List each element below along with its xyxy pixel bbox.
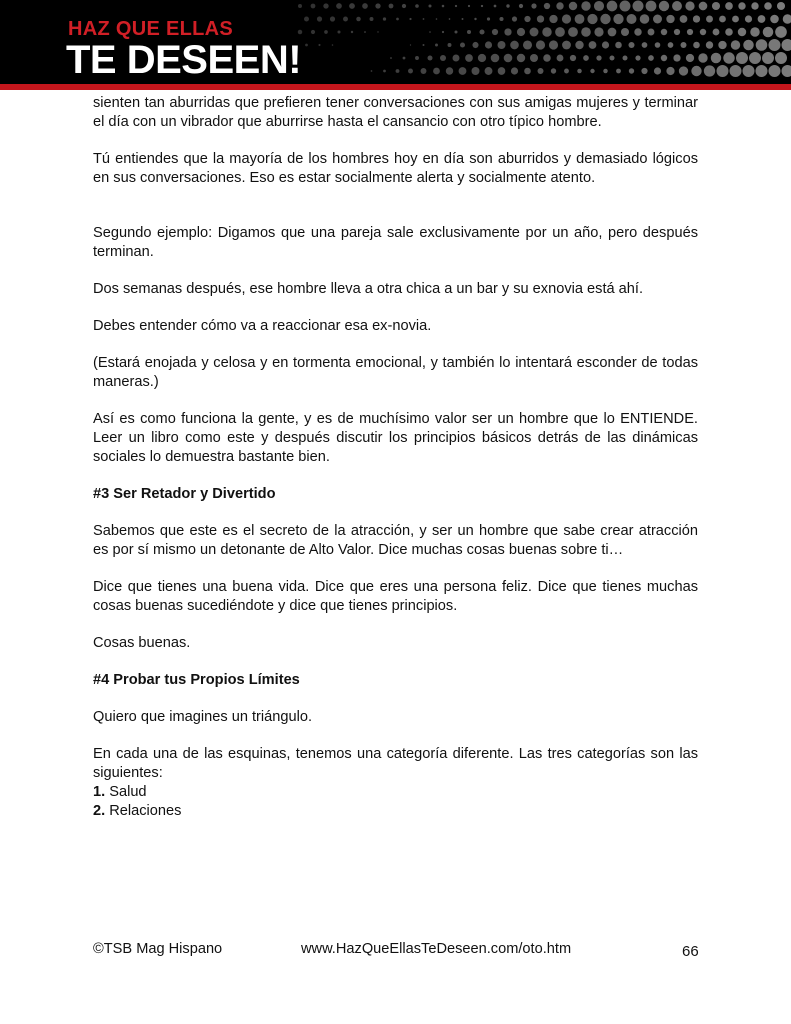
header-dot — [594, 1, 604, 11]
header-dot — [589, 41, 597, 49]
header-dot — [594, 27, 603, 36]
header-dot — [668, 42, 674, 48]
header-dot — [738, 28, 746, 36]
header-dot — [468, 5, 470, 7]
header-dot — [602, 41, 609, 48]
header-dot — [621, 28, 629, 36]
header-dot — [743, 40, 754, 51]
header-dot — [504, 28, 511, 35]
header-dot — [371, 70, 373, 72]
logo-title-line1: HAZ QUE ELLAS — [68, 18, 234, 40]
header-dot — [587, 14, 597, 24]
header-dot — [370, 17, 374, 21]
header-dot — [433, 68, 440, 75]
header-dot — [628, 42, 634, 48]
header-dot — [769, 39, 781, 51]
header-dot — [383, 70, 386, 73]
header-dot — [543, 54, 551, 62]
page-header — [0, 0, 791, 84]
header-dot — [549, 15, 557, 23]
header-dot — [530, 28, 539, 37]
header-dot — [693, 15, 700, 22]
header-dot — [704, 65, 715, 76]
header-dot — [783, 14, 791, 24]
header-dot — [745, 15, 752, 22]
paragraph: Segundo ejemplo: Digamos que una pareja sale exclusivamente por un año, pero después terminan. — [93, 225, 698, 260]
header-dot — [498, 41, 506, 49]
header-dot — [318, 44, 320, 46]
header-dot — [523, 40, 532, 49]
paragraph: Dice que tienes una buena vida. Dice que eres una persona feliz. Dice que tienes muchas cosas buenas sucediéndote y dice que tienes principios. — [93, 579, 698, 614]
header-dot — [777, 2, 785, 10]
header-dot — [654, 67, 661, 74]
header-dot — [415, 4, 419, 8]
header-dot — [364, 31, 366, 33]
header-dot — [607, 1, 618, 12]
header-dot — [551, 68, 556, 73]
header-dot — [494, 5, 497, 8]
header-dot — [642, 42, 648, 48]
header-dot — [641, 68, 647, 74]
paragraph: Debes entender cómo va a reaccionar esa ex-novia. — [93, 318, 432, 334]
header-dot — [531, 3, 536, 8]
header-dot — [661, 55, 667, 61]
header-dot — [506, 4, 509, 7]
header-dot — [428, 4, 431, 7]
header-dot — [349, 3, 355, 9]
header-dot — [442, 5, 445, 8]
header-dot — [449, 18, 451, 20]
paragraph: (Estará enojada y celosa y en tormenta emocional, y también lo intentará esconder de todas maneras.) — [93, 355, 698, 390]
header-dot — [577, 69, 582, 74]
header-dot — [679, 66, 688, 75]
paragraph: Tú entiendes que la mayoría de los hombres hoy en día son aburridos y demasiado lógicos en sus conversaciones. Eso es estar socialmente alerta y socialmente atento. — [93, 151, 698, 186]
header-dot — [485, 67, 493, 75]
header-dot — [402, 4, 406, 8]
header-dot — [769, 65, 781, 77]
header-red-rule — [0, 84, 791, 90]
header-dot — [581, 1, 590, 10]
paragraph: Quiero que imagines un triángulo. — [93, 709, 313, 725]
header-dot — [596, 55, 601, 60]
header-dot — [725, 28, 733, 36]
header-dot — [512, 16, 517, 21]
header-dot — [756, 65, 768, 77]
header-dot — [530, 54, 538, 62]
header-dot — [429, 31, 431, 33]
header-dot — [706, 16, 713, 23]
header-dot — [712, 2, 720, 10]
header-dot — [635, 55, 640, 60]
header-dot — [485, 41, 492, 48]
footer-url-link[interactable]: www.HazQueEllasTeDeseen.com/oto.htm — [301, 941, 572, 957]
header-dot — [383, 17, 386, 20]
header-dot — [615, 42, 622, 49]
header-dot — [640, 14, 650, 24]
header-dot — [706, 41, 713, 48]
header-dot — [305, 44, 308, 47]
header-dot — [471, 67, 479, 75]
page-footer — [0, 941, 791, 961]
header-dot — [440, 55, 446, 61]
header-dot — [680, 15, 688, 23]
header-dot — [356, 17, 361, 22]
paragraph: En cada una de las esquinas, tenemos una categoría diferente. Las tres categorías son las siguientes: — [93, 746, 698, 781]
header-dot — [609, 55, 614, 60]
header-dot — [731, 40, 740, 49]
header-dot — [492, 29, 498, 35]
list-text: Salud — [105, 784, 147, 800]
header-dot — [575, 41, 583, 49]
header-dot — [723, 52, 734, 63]
header-dot — [608, 28, 617, 37]
header-dot — [427, 55, 432, 60]
header-dot — [666, 15, 674, 23]
header-dot — [555, 27, 565, 37]
header-dot — [415, 56, 419, 60]
section-heading: #4 Probar tus Propios Límites — [93, 672, 300, 688]
header-dot — [634, 28, 641, 35]
header-dot — [648, 55, 654, 61]
header-dot — [421, 68, 427, 74]
header-dot — [569, 2, 577, 10]
header-dot — [311, 4, 316, 9]
section-heading: #3 Ser Retador y Divertido — [93, 486, 276, 502]
header-dot — [396, 69, 400, 73]
header-dot — [298, 30, 303, 35]
header-dot — [557, 55, 564, 62]
header-dot — [564, 69, 569, 74]
header-dot — [498, 67, 506, 75]
header-dot — [719, 16, 726, 23]
header-dot — [556, 2, 563, 9]
header-dot — [511, 67, 518, 74]
paragraph: Cosas buenas. — [93, 635, 191, 651]
header-dot — [711, 53, 721, 63]
header-dot — [661, 29, 667, 35]
header-dot — [775, 26, 787, 38]
list-text: Relaciones — [105, 803, 182, 819]
header-dot — [455, 5, 457, 7]
header-dot — [616, 69, 621, 74]
header-dot — [751, 2, 758, 9]
header-dot — [732, 16, 739, 23]
header-dot — [770, 15, 779, 24]
header-dot — [758, 15, 766, 23]
header-dot — [623, 56, 628, 61]
header-dot — [673, 54, 680, 61]
header-dot — [323, 3, 328, 8]
header-dot — [362, 3, 368, 9]
header-dot — [467, 30, 471, 34]
header-dot — [666, 67, 674, 75]
header-dot — [375, 3, 380, 8]
header-dot — [351, 31, 353, 33]
header-dot — [478, 54, 486, 62]
list-item — [93, 783, 698, 802]
header-dot — [568, 27, 578, 37]
header-dot — [680, 42, 686, 48]
header-dot — [337, 30, 340, 33]
header-dot — [409, 18, 411, 20]
header-dot — [389, 4, 394, 9]
header-dot — [730, 65, 742, 77]
header-dot — [442, 31, 444, 33]
header-dot — [537, 15, 544, 22]
header-dot — [782, 39, 791, 51]
header-dot — [763, 27, 774, 38]
header-dot — [629, 68, 634, 73]
header-dot — [542, 27, 551, 36]
header-dot — [717, 65, 729, 77]
header-dot — [583, 55, 589, 61]
header-dot — [519, 4, 523, 8]
header-dot — [685, 1, 694, 10]
footer-copyright: ©TSB Mag Hispano — [93, 941, 223, 957]
header-dot — [750, 27, 759, 36]
paragraph: Dos semanas después, ese hombre lleva a otra chica a un bar y su exnovia está ahí. — [93, 281, 644, 297]
header-dot — [562, 14, 571, 23]
header-dot — [524, 16, 530, 22]
header-dot — [517, 28, 525, 36]
header-dot — [538, 68, 544, 74]
header-dot — [672, 1, 682, 11]
header-dot — [562, 41, 571, 50]
header-dot — [782, 65, 791, 77]
header-dot — [423, 18, 425, 20]
header-dot — [454, 30, 457, 33]
header-dot — [600, 14, 610, 24]
header-dot — [324, 30, 328, 34]
header-dot — [403, 57, 406, 60]
header-dot — [462, 18, 464, 20]
list-item — [93, 802, 698, 821]
header-dot — [590, 69, 594, 73]
header-dot — [699, 2, 708, 11]
paragraph: Así es como funciona la gente, y es de muchísimo valor ser un hombre que lo ENTIENDE. Leer un libro como este y después discutir los principios básicos detrás de las dinámicas sociales lo demuestra bastante bien. — [93, 411, 698, 465]
header-dot — [504, 54, 513, 63]
header-dot — [626, 14, 636, 24]
header-dot — [460, 42, 465, 47]
header-dot — [317, 16, 322, 21]
header-dot — [743, 65, 755, 77]
header-dot — [648, 29, 655, 36]
header-dot — [603, 69, 607, 73]
header-dot — [691, 66, 701, 76]
header-dot — [725, 2, 733, 10]
header-dot — [570, 55, 576, 61]
list-number: 2. — [93, 803, 106, 819]
header-dot — [693, 42, 700, 49]
header-dot — [343, 17, 348, 22]
header-dot — [620, 1, 631, 12]
paragraph: sienten tan aburridas que prefieren tener conversaciones con sus amigas mujeres y terminar el día con un vibrador que aburrirse hasta el cansancio con otro típico hombre. — [93, 95, 698, 130]
header-dot — [465, 54, 473, 62]
header-dot — [718, 41, 726, 49]
header-dot — [472, 42, 478, 48]
paragraph: Sabemos que este es el secreto de la atracción, y ser un hombre que sabe crear atracción es por sí mismo un detonante de Alto Valor. Dice muchas cosas buenas sobre ti… — [93, 523, 698, 558]
header-dot — [298, 4, 302, 8]
header-dot — [633, 1, 644, 12]
header-dot — [396, 18, 399, 21]
header-dot — [436, 18, 438, 20]
header-dot — [674, 29, 680, 35]
header-dot — [524, 68, 531, 75]
header-dot — [581, 27, 591, 37]
header-dot — [487, 17, 490, 20]
header-dot — [775, 52, 787, 64]
header-dot — [474, 18, 476, 20]
header-dot — [764, 2, 772, 10]
header-dot — [738, 2, 745, 9]
header-dot — [698, 53, 707, 62]
header-dot — [549, 40, 558, 49]
header-dot — [756, 39, 768, 51]
header-dot — [646, 1, 657, 12]
header-dot — [304, 17, 309, 22]
header-dot — [575, 14, 585, 24]
header-dot — [659, 1, 669, 11]
header-dot — [613, 14, 623, 24]
header-dot — [499, 17, 503, 21]
header-dot — [687, 29, 693, 35]
header-dot — [377, 31, 378, 32]
header-dot — [448, 43, 452, 47]
page-body — [93, 94, 698, 821]
header-dot — [453, 55, 460, 62]
header-dot — [700, 29, 706, 35]
header-dot — [390, 57, 392, 59]
header-dot — [655, 42, 661, 48]
header-dot — [686, 54, 694, 62]
logo-title-line2: TE DESEEN! — [66, 38, 302, 82]
header-dot — [736, 52, 748, 64]
header-dot — [311, 30, 315, 34]
header-dot — [410, 44, 411, 45]
header-dot — [336, 3, 342, 9]
header-dot — [330, 16, 335, 21]
header-dot — [536, 40, 545, 49]
header-dot — [713, 29, 720, 36]
header-dot — [459, 67, 467, 75]
header-dot — [446, 67, 453, 74]
list-number: 1. — [93, 784, 106, 800]
header-dot — [435, 44, 438, 47]
page-number: 66 — [682, 943, 699, 960]
header-dot — [544, 3, 550, 9]
header-dot — [517, 54, 525, 62]
header-dot — [479, 29, 484, 34]
header-dot — [749, 52, 761, 64]
header-dot — [481, 5, 483, 7]
header-dot — [653, 15, 662, 24]
header-dot — [408, 69, 413, 74]
header-dot — [510, 41, 519, 50]
header-dot — [491, 54, 500, 63]
header-dot — [332, 44, 334, 46]
header-dot — [762, 52, 774, 64]
header-dot — [423, 44, 425, 46]
